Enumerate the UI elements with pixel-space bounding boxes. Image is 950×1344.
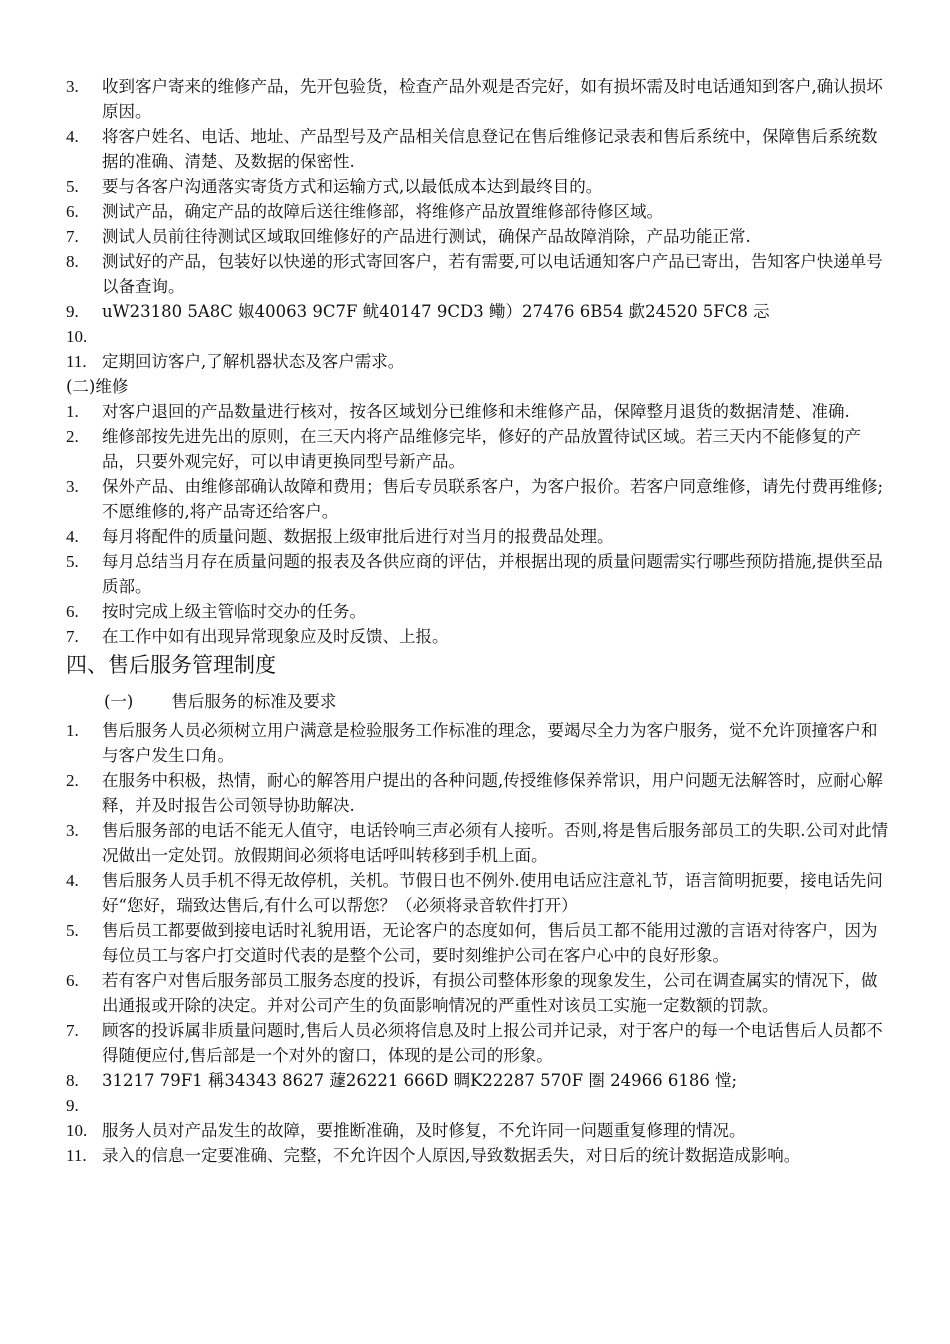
chapter-heading: 四、售后服务管理制度 <box>66 653 276 677</box>
item-number: 4. <box>66 871 79 890</box>
list-item <box>0 599 950 624</box>
item-text: 每月将配件的质量问题、数据报上级审批后进行对当月的报费品处理。 <box>102 527 614 546</box>
item-number: 3. <box>66 821 79 840</box>
list-item <box>0 1143 950 1168</box>
item-text: uW23180 5A8C 婌40063 9C7F 鱿40147 9CD3 鳓）27476 6B54 歔24520 5FC8 忈 <box>102 302 770 321</box>
item-number: 3. <box>66 77 79 96</box>
list-item <box>0 299 950 324</box>
section-heading <box>0 689 950 714</box>
item-text: 售后员工都要做到接电话时礼貌用语，无论客户的态度如何，售后员工都不能用过激的言语对待客户，因为每位员工与客户打交道时代表的是整个公司，要时刻维护公司在客户心中的良好形象。 <box>102 921 878 965</box>
list-item <box>0 1068 950 1093</box>
item-text: 按时完成上级主管临时交办的任务。 <box>102 602 366 621</box>
list-item <box>0 1093 950 1118</box>
item-number: 5. <box>66 552 79 571</box>
item-text: 每月总结当月存在质量问题的报表及各供应商的评估，并根据出现的质量问题需实行哪些预防措施,提供至品质部。 <box>102 552 883 596</box>
list-item <box>0 424 950 474</box>
list-item <box>0 324 950 349</box>
item-number: 8. <box>66 252 79 271</box>
item-number: 1. <box>66 402 79 421</box>
item-text: 若有客户对售后服务部员工服务态度的投诉，有损公司整体形象的现象发生，公司在调查属实的情况下，做出通报或开除的决定。并对公司产生的负面影响情况的严重性对该员工实施一定数额的罚款。 <box>102 971 878 1015</box>
list-item <box>0 224 950 249</box>
list-item <box>0 818 950 868</box>
list-item <box>0 718 950 768</box>
item-text: 收到客户寄来的维修产品，先开包验货，检查产品外观是否完好，如有损坏需及时电话通知到客户,确认损坏原因。 <box>102 77 883 121</box>
item-number: 7. <box>66 227 79 246</box>
item-number: 10. <box>66 1121 88 1140</box>
item-number: 4. <box>66 127 79 146</box>
item-text: 测试产品，确定产品的故障后送往维修部，将维修产品放置维修部待修区域。 <box>102 202 663 221</box>
item-text: 对客户退回的产品数量进行核对，按各区域划分已维修和未维修产品，保障整月退货的数据清楚、准确. <box>102 402 850 421</box>
item-text: 售后服务人员必须树立用户满意是检验服务工作标准的理念，要竭尽全力为客户服务，觉不允许顶撞客户和与客户发生口角。 <box>102 721 878 765</box>
item-text <box>102 324 890 349</box>
list-item <box>0 74 950 124</box>
item-text: 31217 79F1 稱34343 8627 蘧26221 666D 晭K22287 570F 圏 24966 6186 憆; <box>102 1071 738 1090</box>
list-item <box>0 968 950 1018</box>
item-number: 11. <box>66 1146 87 1165</box>
item-text: 服务人员对产品发生的故障，要推断准确，及时修复，不允许同一问题重复修理的情况。 <box>102 1121 746 1140</box>
list-item <box>0 399 950 424</box>
item-number: 10. <box>66 327 88 346</box>
item-number: 9. <box>66 302 79 321</box>
list-item <box>0 549 950 599</box>
item-number: 11. <box>66 352 87 371</box>
item-number: 2. <box>66 771 79 790</box>
procedure-list <box>0 74 950 374</box>
section-title: 售后服务的标准及要求 <box>171 692 337 711</box>
section-prefix: (一) <box>104 692 134 711</box>
list-item <box>0 124 950 174</box>
list-item <box>0 524 950 549</box>
list-item <box>0 1118 950 1143</box>
service-standards-list <box>0 718 950 1168</box>
item-number: 6. <box>66 602 79 621</box>
item-text: 维修部按先进先出的原则，在三天内将产品维修完毕，修好的产品放置待试区域。若三天内不能修复的产品，只要外观完好，可以申请更换同型号新产品。 <box>102 427 861 471</box>
item-text <box>102 1093 890 1118</box>
item-number: 2. <box>66 427 79 446</box>
item-number: 1. <box>66 721 79 740</box>
list-item <box>0 474 950 524</box>
item-text: 要与各客户沟通落实寄货方式和运输方式,以最低成本达到最终目的。 <box>102 177 603 196</box>
item-number: 8. <box>66 1071 79 1090</box>
list-item <box>0 349 950 374</box>
item-number: 5. <box>66 177 79 196</box>
item-number: 5. <box>66 921 79 940</box>
item-number: 6. <box>66 971 79 990</box>
list-item <box>0 868 950 918</box>
list-item <box>0 624 950 649</box>
item-text: 在工作中如有出现异常现象应及时反馈、上报。 <box>102 627 449 646</box>
list-item <box>0 249 950 299</box>
item-text: 测试人员前往待测试区域取回维修好的产品进行测试，确保产品故障消除，产品功能正常. <box>102 227 751 246</box>
list-item <box>0 1018 950 1068</box>
item-number: 7. <box>66 1021 79 1040</box>
item-number: 9. <box>66 1096 79 1115</box>
repair-list <box>0 399 950 649</box>
item-text: 将客户姓名、电话、地址、产品型号及产品相关信息登记在售后维修记录表和售后系统中，保障售后系统数据的准确、清楚、及数据的保密性. <box>102 127 878 171</box>
item-text: 售后服务人员手机不得无故停机，关机。节假日也不例外.使用电话应注意礼节，语言简明扼要，接电话先问好“您好，瑞致达售后,有什么可以帮您？（必须将录音软件打开） <box>102 871 883 915</box>
item-text: 录入的信息一定要准确、完整，不允许因个人原因,导致数据丢失，对日后的统计数据造成影响。 <box>102 1146 801 1165</box>
list-item <box>0 174 950 199</box>
item-text: 定期回访客户,了解机器状态及客户需求。 <box>102 352 405 371</box>
list-item <box>0 199 950 224</box>
repair-heading: (二)维修 <box>66 377 129 396</box>
list-item <box>0 768 950 818</box>
item-number: 3. <box>66 477 79 496</box>
item-text: 测试好的产品，包装好以快递的形式寄回客户，若有需要,可以电话通知客户产品已寄出，告知客户快递单号以备查询。 <box>102 252 883 296</box>
item-number: 6. <box>66 202 79 221</box>
list-item <box>0 918 950 968</box>
item-text: 顾客的投诉属非质量问题时,售后人员必须将信息及时上报公司并记录，对于客户的每一个电话售后人员都不得随便应付,售后部是一个对外的窗口，体现的是公司的形象。 <box>102 1021 883 1065</box>
item-text: 在服务中积极，热情，耐心的解答用户提出的各种问题,传授维修保养常识，用户问题无法解答时，应耐心解释，并及时报告公司领导协助解决. <box>102 771 883 815</box>
item-number: 7. <box>66 627 79 646</box>
item-text: 保外产品、由维修部确认故障和费用；售后专员联系客户，为客户报价。若客户同意维修，请先付费再维修;不愿维修的,将产品寄还给客户。 <box>102 477 884 521</box>
item-text: 售后服务部的电话不能无人值守，电话铃响三声必须有人接听。否则,将是售后服务部员工的失职.公司对此情况做出一定处罚。放假期间必须将电话呼叫转移到手机上面。 <box>102 821 888 865</box>
item-number: 4. <box>66 527 79 546</box>
